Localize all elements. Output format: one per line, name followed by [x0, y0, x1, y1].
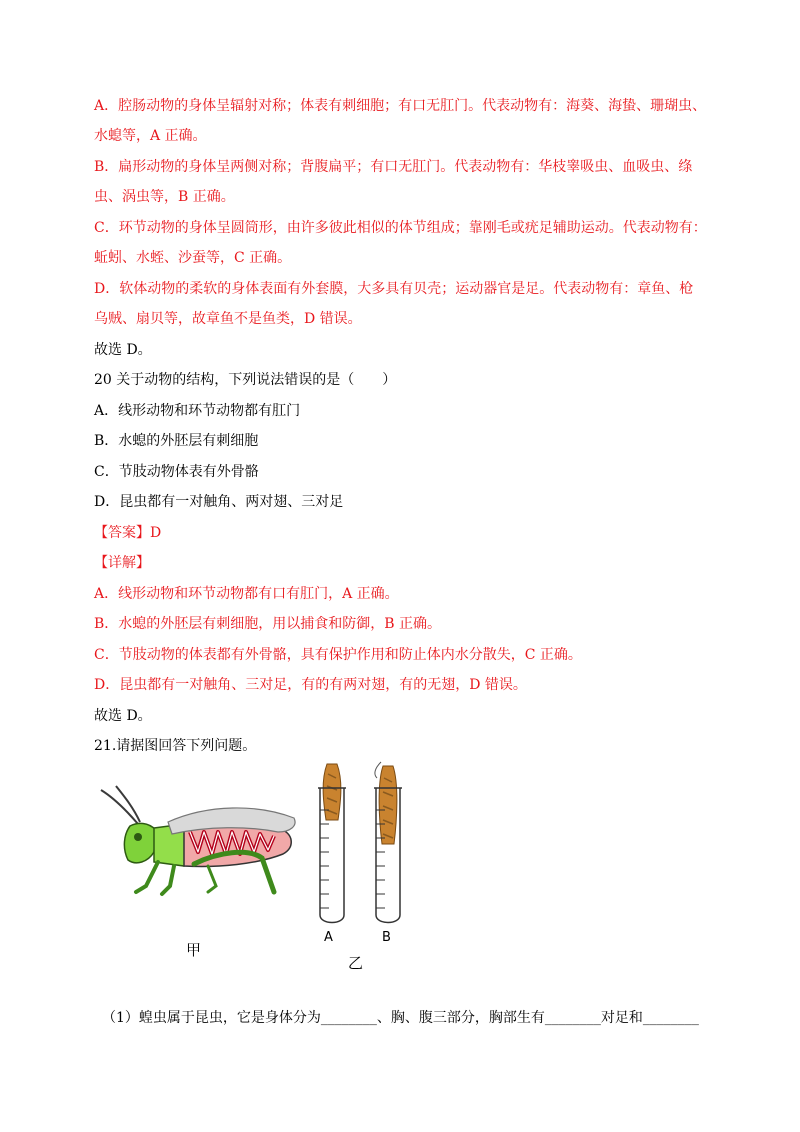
- detail-label: 【详解】: [94, 555, 150, 571]
- question-20-stem: 20 关于动物的结构，下列说法错误的是（ ）: [94, 372, 397, 388]
- detail-b: B．水螅的外胚层有刺细胞，用以捕食和防御，B 正确。: [94, 616, 442, 632]
- explanation-line-a2: 水螅等，A 正确。: [94, 128, 207, 144]
- detail-c: C．节肢动物的体表都有外骨骼，具有保护作用和防止体内水分散失，C 正确。: [94, 647, 582, 663]
- grasshopper-illustration: [98, 782, 303, 922]
- test-tube-a: [315, 760, 349, 930]
- question-21-stem: 21.请据图回答下列问题。: [94, 738, 257, 754]
- explanation-line-c1: C．环节动物的身体呈圆筒形，由许多彼此相似的体节组成；靠刚毛或疣足辅助运动。代表动物有：: [94, 220, 707, 236]
- explanation-line-d1: D．软体动物的柔软的身体表面有外套膜，大多具有贝壳；运动器官是足。代表动物有：章鱼、枪: [94, 281, 694, 297]
- detail-a: A．线形动物和环节动物都有口有肛门，A 正确。: [94, 586, 399, 602]
- figure-label-jia: 甲: [186, 941, 202, 959]
- explanation-line-c2: 蚯蚓、水蛭、沙蚕等，C 正确。: [94, 250, 292, 266]
- explanation-line-a1: A．腔肠动物的身体呈辐射对称；体表有刺细胞；有口无肛门。代表动物有：海葵、海蛰、珊瑚虫、: [94, 98, 707, 114]
- question-20-conclusion: 故选 D。: [94, 708, 152, 724]
- figure-label-yi: 乙: [348, 954, 364, 972]
- test-tube-b: [371, 760, 405, 930]
- question-21-subquestion-1: （1）蝗虫属于昆虫，它是身体分为________、胸、腹三部分，胸部生有________对足和________: [102, 1010, 699, 1026]
- question-20-option-c: C．节肢动物体表有外骨骼: [94, 464, 259, 480]
- explanation-line-b2: 虫、涡虫等，B 正确。: [94, 189, 235, 205]
- question-20-option-b: B．水螅的外胚层有刺细胞: [94, 433, 259, 449]
- answer-label: 【答案】D: [94, 525, 162, 541]
- prev-conclusion: 故选 D。: [94, 342, 152, 358]
- tube-label-b: B: [382, 930, 391, 945]
- question-20-option-d: D．昆虫都有一对触角、两对翅、三对足: [94, 494, 344, 510]
- explanation-line-d2: 乌贼、扇贝等，故章鱼不是鱼类，D 错误。: [94, 311, 362, 327]
- question-20-option-a: A．线形动物和环节动物都有肛门: [94, 403, 301, 419]
- explanation-line-b1: B．扁形动物的身体呈两侧对称；背腹扁平；有口无肛门。代表动物有：华枝睾吸虫、血吸虫、绦: [94, 159, 693, 175]
- detail-d: D．昆虫都有一对触角、三对足，有的有两对翅，有的无翅，D 错误。: [94, 677, 527, 693]
- tube-label-a: A: [324, 930, 333, 945]
